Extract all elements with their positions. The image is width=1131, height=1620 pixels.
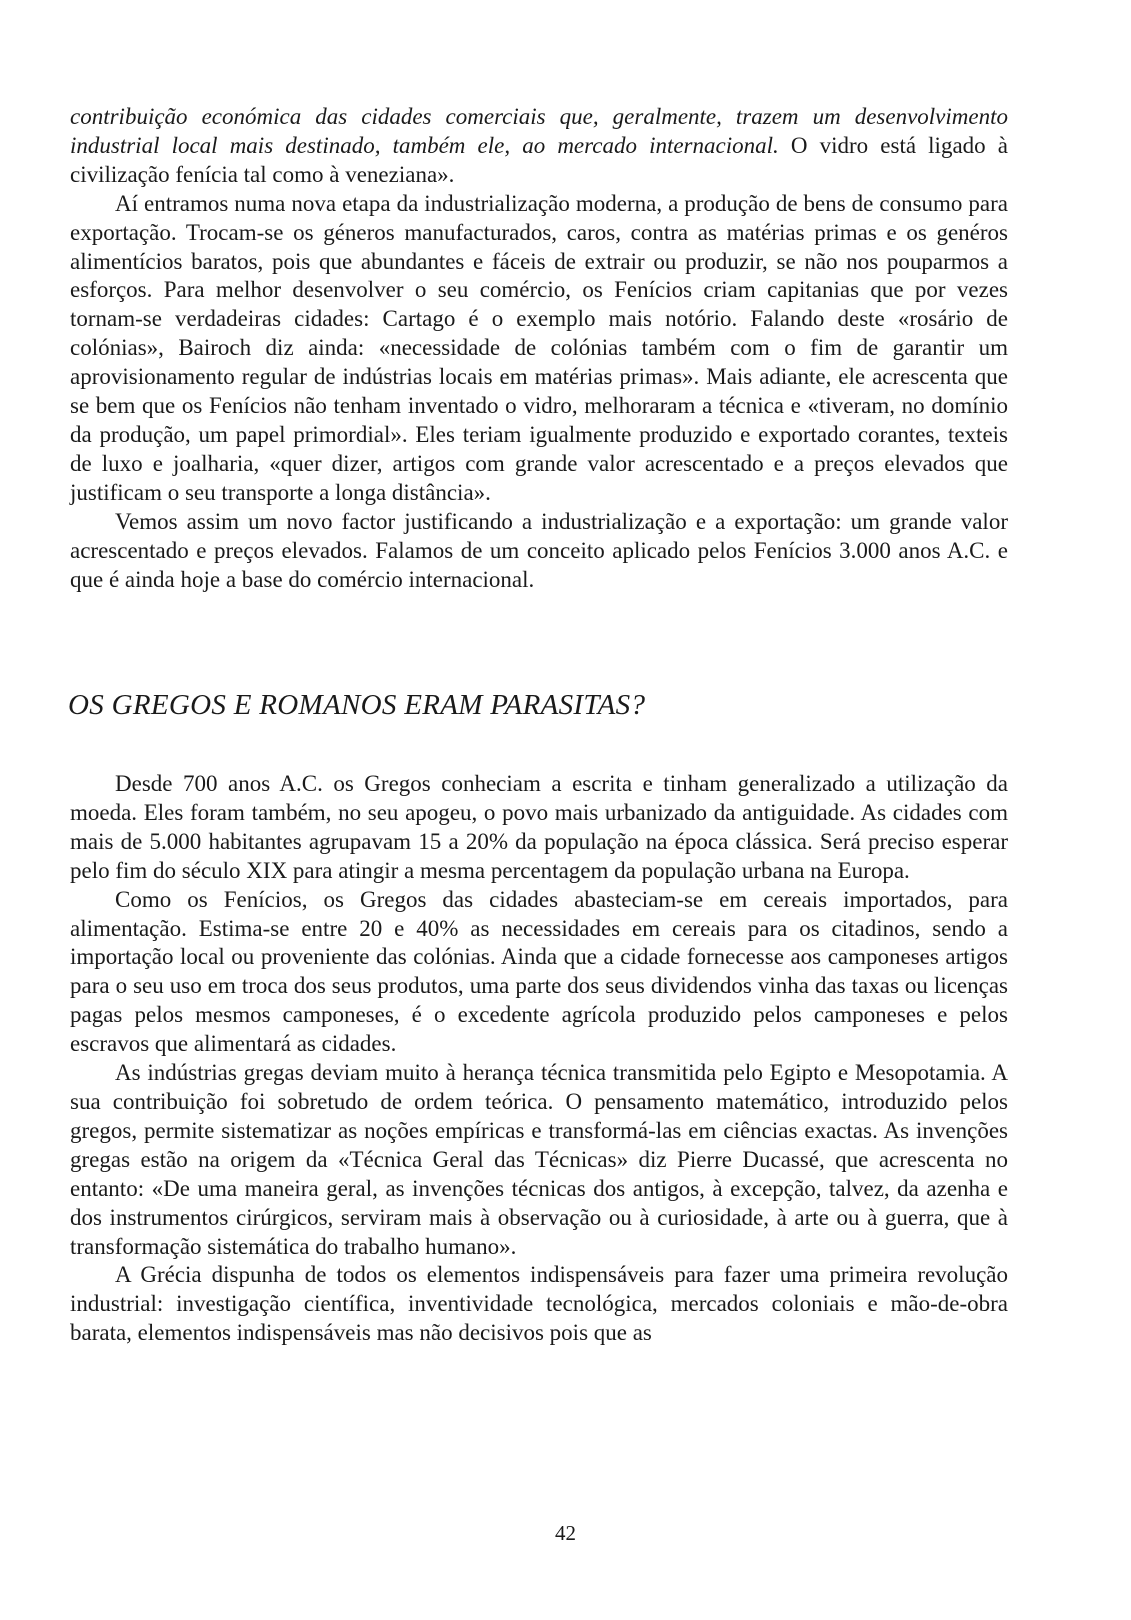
page-number: 42 <box>555 1521 576 1545</box>
body-paragraph: Vemos assim um novo factor justificando a industrialização e a exportação: um grande valor acrescentado e preços elevados. Falamos de um conceito aplicado pelos Fenícios 3.000 anos A.C. e que é ainda hoje a base do comércio internacional. <box>70 508 1008 592</box>
section-heading: OS GREGOS E ROMANOS ERAM PARASITAS? <box>68 689 646 721</box>
body-paragraph: As indústrias gregas deviam muito à herança técnica transmitida pelo Egipto e Mesopotamia. A sua contribuição foi sobretudo de ordem teórica. O pensamento matemático, introduzido pelos gregos, permite sistematizar as noções empíricas e transformá-las em ciências exactas. As invenções gregas estão na origem da «Técnica Geral das Técnicas» diz Pierre Ducassé, que acrescenta no entanto: «De uma maneira geral, as invenções técnicas dos antigos, à excepção, talvez, da azenha e dos instrumentos cirúrgicos, serviram mais à observação ou à curiosidade, à arte ou à guerra, que à transformação sistemática do trabalho humano». <box>70 1060 1008 1259</box>
quote-ending: O vidro está ligado à civilização fenícia tal como à veneziana». <box>70 132 1008 187</box>
body-paragraph: Como os Fenícios, os Gregos das cidades abasteciam-se em cereais importados, para alimentação. Estima-se entre 20 e 40% as necessidades em cereais para os citadinos, sendo a importação local ou proveniente das colónias. Ainda que a cidade fornecesse aos camponeses artigos para o seu uso em troca dos seus produtos, uma parte dos seus dividendos vinha das taxas ou licenças pagas pelos mesmos camponeses, é o excedente agrícola produzido pelos camponeses e pelos escravos que alimentará as cidades. <box>70 886 1008 1057</box>
quote-paragraph <box>70 103 1008 190</box>
section-text-block <box>70 770 1008 1348</box>
body-paragraph: Aí entramos numa nova etapa da industrialização moderna, a produção de bens de consumo para exportação. Trocam-se os géneros manufacturados, caros, contra as matérias primas e os genéros alimentícios baratos, pois que abundantes e fáceis de extrair ou produzir, se não nos pouparmos a esforços. Para melhor desenvolver o seu comércio, os Fenícios criam capitanias que por vezes tornam-se verdadeiras cidades: Cartago é o exemplo mais notório. Falando deste «rosário de colónias», Bairoch diz ainda: «necessidade de colónias também com o fim de garantir um aprovisionamento regular de indústrias locais em matérias primas». Mais adiante, ele acrescenta que se bem que os Fenícios não tenham inventado o vidro, melhoraram a técnica e «tiveram, no domínio da produção, um papel primordial». Eles teriam igualmente produzido e exportado corantes, texteis de luxo e joalharia, «quer dizer, artigos com grande valor acrescentado e a preços elevados que justificam o seu transporte a longa distância». <box>70 190 1008 505</box>
italic-quote: contribuição económica das cidades comerciais que, geralmente, trazem um desenvolvimento industrial local mais destinado, também ele, ao mercado internacional. <box>70 104 1008 158</box>
body-paragraph: A Grécia dispunha de todos os elementos indispensáveis para fazer uma primeira revolução industrial: investigação científica, inventividade tecnológica, mercados coloniais e mão-de-obra barata, elementos indispensáveis mas não decisivos pois que as <box>70 1262 1008 1346</box>
continued-text-block <box>70 103 1008 594</box>
body-paragraph: Desde 700 anos A.C. os Gregos conheciam a escrita e tinham generalizado a utilização da moeda. Eles foram também, no seu apogeu, o povo mais urbanizado da antiguidade. As cidades com mais de 5.000 habitantes agrupavam 15 a 20% da população na época clássica. Será preciso esperar pelo fim do século XIX para atingir a mesma percentagem da população urbana na Europa. <box>70 771 1008 883</box>
